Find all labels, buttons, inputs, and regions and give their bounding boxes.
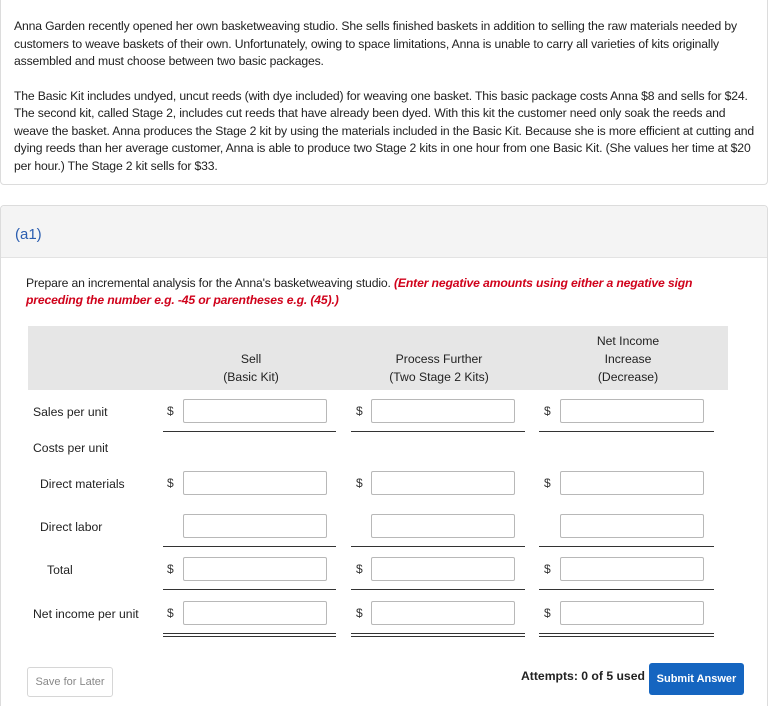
- problem-paragraph-1: Anna Garden recently opened her own basketweaving studio. She sells finished baskets in addition to selling the raw materials needed by customers to weave baskets of their own. Unfortunately, owing to space limitations, Anna is unable to carry all varieties of kits originally assembled and must choose between two basic packages.: [14, 19, 737, 68]
- currency-symbol: $: [544, 606, 551, 620]
- row-rule: [351, 589, 525, 590]
- row-rule: [163, 431, 336, 432]
- direct-labor-sell-input[interactable]: [183, 514, 327, 538]
- row-rule: [163, 636, 336, 637]
- table-header: [28, 326, 728, 390]
- row-rule: [539, 546, 714, 547]
- row-rule: [539, 589, 714, 590]
- column-header-line: (Two Stage 2 Kits): [389, 370, 489, 384]
- instructions: [26, 275, 746, 309]
- direct-labor-net-input[interactable]: [560, 514, 704, 538]
- currency-symbol: $: [167, 476, 174, 490]
- save-for-later-button[interactable]: Save for Later: [27, 667, 113, 697]
- direct-materials-sell-input[interactable]: [183, 471, 327, 495]
- column-header-line: (Decrease): [597, 370, 659, 384]
- part-header: [1, 206, 767, 258]
- net-income-process-input[interactable]: [371, 601, 515, 625]
- total-process-input[interactable]: [371, 557, 515, 581]
- submit-answer-button[interactable]: Submit Answer: [649, 663, 744, 695]
- currency-symbol: $: [167, 562, 174, 576]
- currency-symbol: $: [356, 606, 363, 620]
- row-rule: [351, 546, 525, 547]
- part-label: (a1): [15, 226, 42, 243]
- currency-symbol: $: [544, 404, 551, 418]
- direct-labor-process-input[interactable]: [371, 514, 515, 538]
- column-header-line: (Basic Kit): [223, 370, 279, 384]
- total-sell-input[interactable]: [183, 557, 327, 581]
- column-header-line: Process Further: [395, 352, 483, 366]
- currency-symbol: $: [356, 404, 363, 418]
- row-rule: [351, 636, 525, 637]
- currency-symbol: $: [167, 606, 174, 620]
- row-rule: [539, 633, 714, 634]
- row-rule: [539, 431, 714, 432]
- column-header-line: Net Income: [596, 334, 660, 348]
- column-header-sell: [193, 350, 309, 386]
- total-net-input[interactable]: [560, 557, 704, 581]
- row-label-total: Total: [47, 563, 73, 577]
- column-header-process-further: [371, 350, 507, 386]
- sales-sell-input[interactable]: [183, 399, 327, 423]
- currency-symbol: $: [356, 562, 363, 576]
- column-header-line: Sell: [240, 352, 262, 366]
- row-rule: [539, 636, 714, 637]
- direct-materials-net-input[interactable]: [560, 471, 704, 495]
- row-rule: [163, 546, 336, 547]
- row-label-sales: Sales per unit: [33, 405, 108, 419]
- instructions-text: Prepare an incremental analysis for the Anna's basketweaving studio.: [26, 276, 391, 290]
- net-income-net-input[interactable]: [560, 601, 704, 625]
- row-label-direct-materials: Direct materials: [40, 477, 125, 491]
- currency-symbol: $: [544, 476, 551, 490]
- row-label-direct-labor: Direct labor: [40, 520, 103, 534]
- currency-symbol: $: [544, 562, 551, 576]
- sales-net-input[interactable]: [560, 399, 704, 423]
- net-income-sell-input[interactable]: [183, 601, 327, 625]
- row-rule: [351, 431, 525, 432]
- problem-statement: [0, 0, 768, 185]
- problem-paragraph-2: The Basic Kit includes undyed, uncut reeds (with dye included) for weaving one basket. This basic package costs Anna $8 and sells for $24. The second kit, called Stage 2, includes cut reeds that have already been dyed. With this kit the customer need only soak the reeds and weave the basket. Anna produces the Stage 2 kit by using the materials included in the Basic Kit. Because she is more efficient at cutting and dying reeds than her average customer, Anna is able to produce two Stage 2 kits in one hour from one Basic Kit. (She values her time at $20 per hour.) The Stage 2 kit sells for $33.: [14, 88, 754, 173]
- row-rule: [163, 633, 336, 634]
- sales-process-input[interactable]: [371, 399, 515, 423]
- row-rule: [351, 633, 525, 634]
- currency-symbol: $: [167, 404, 174, 418]
- column-header-line: Increase: [604, 352, 652, 366]
- attempts-counter: Attempts: 0 of 5 used: [521, 669, 645, 683]
- part-a1-card: [0, 205, 768, 706]
- instructions-note: (Enter negative amounts using either a negative sign preceding the number e.g. -45 or parentheses e.g. (45).): [26, 276, 693, 307]
- row-label-net-income: Net income per unit: [33, 607, 139, 621]
- row-label-costs: Costs per unit: [33, 441, 109, 455]
- currency-symbol: $: [356, 476, 363, 490]
- row-rule: [163, 589, 336, 590]
- direct-materials-process-input[interactable]: [371, 471, 515, 495]
- column-header-net-income: [573, 332, 683, 386]
